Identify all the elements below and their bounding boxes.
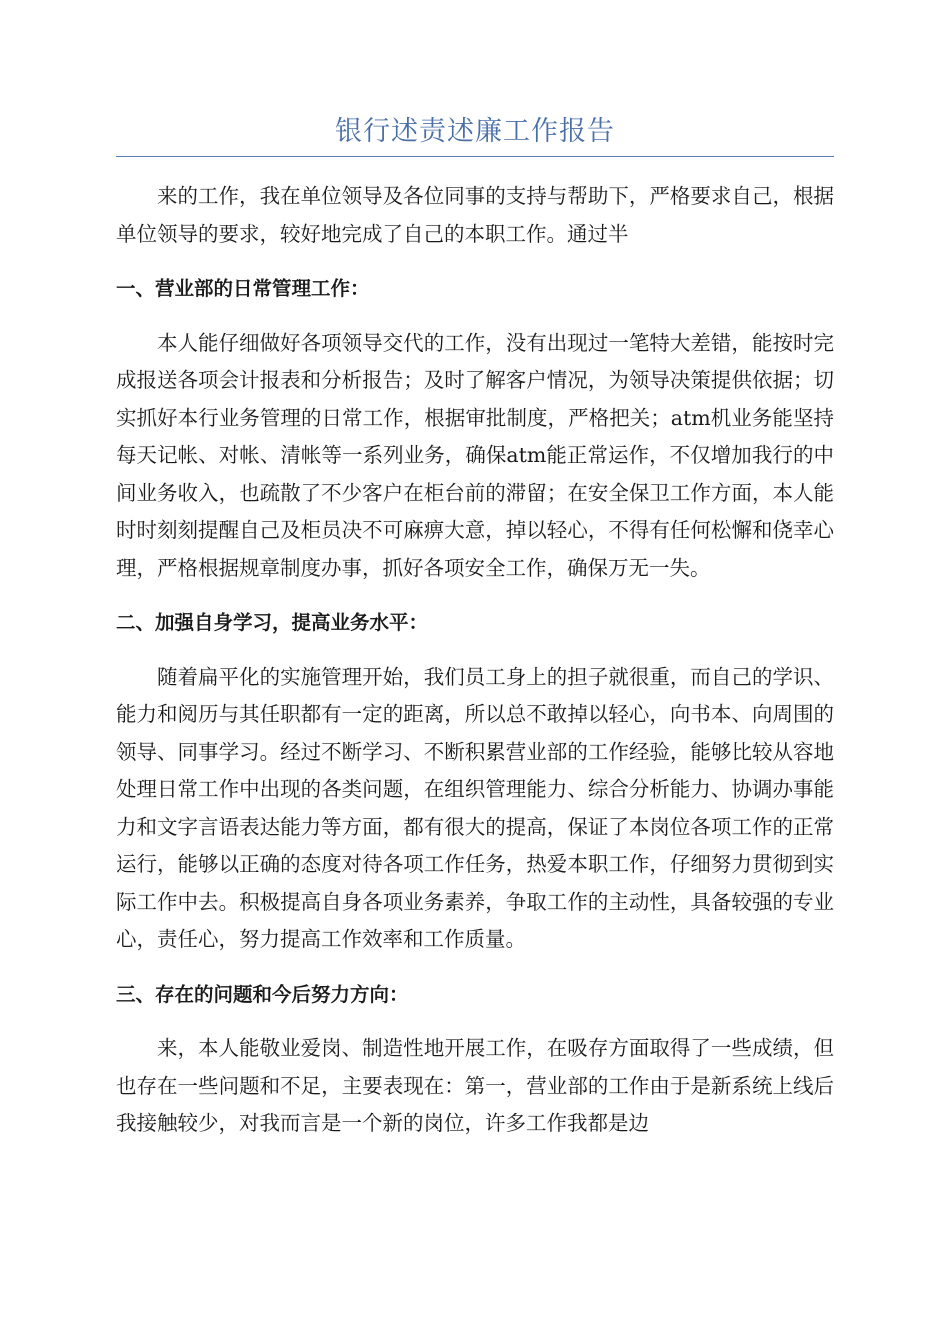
section-2-paragraph: 随着扁平化的实施管理开始，我们员工身上的担子就很重，而自己的学识、能力和阅历与其任职都有一定的距离，所以总不敢掉以轻心，向书本、向周围的领导、同事学习。经过不断学习、不断积累营业部的工作经验，能够比较从容地处理日常工作中出现的各类问题，在组织管理能力、综合分析能力、协调办事能力和文字言语表达能力等方面，都有很大的提高，保证了本岗位各项工作的正常运行，能够以正确的态度对待各项工作任务，热爱本职工作，仔细努力贯彻到实际工作中去。积极提高自身各项业务素养，争取工作的主动性，具备较强的专业心，责任心，努力提高工作效率和工作质量。 [116,664,834,951]
intro-paragraph: 来的工作，我在单位领导及各位同事的支持与帮助下，严格要求自己，根据单位领导的要求，较好地完成了自己的本职工作。通过半 [116,184,834,246]
section-heading-3: 三、存在的问题和今后努力方向： [116,982,409,1006]
section-1-paragraph: 本人能仔细做好各项领导交代的工作，没有出现过一笔特大差错，能按时完成报送各项会计报表和分析报告；及时了解客户情况，为领导决策提供依据；切实抓好本行业务管理的日常工作，根据审批制度，严格把关；atm机业务能坚持每天记帐、对帐、清帐等一系列业务，确保atm能正常运作，不仅增加我行的中间业务收入，也疏散了不少客户在柜台前的滞留；在安全保卫工作方面，本人能时时刻刻提醒自己及柜员决不可麻痹大意，掉以轻心，不得有任何松懈和侥幸心理，严格根据规章制度办事，抓好各项安全工作，确保万无一失。 [116,330,834,580]
section-heading-1: 一、营业部的日常管理工作： [116,277,370,300]
document-title: 银行述责述廉工作报告 [116,112,834,157]
document-page [116,112,834,1143]
section-heading-2: 二、加强自身学习，提高业务水平： [116,611,429,634]
section-3-paragraph: 来，本人能敬业爱岗、制造性地开展工作，在吸存方面取得了一些成绩，但也存在一些问题和不足，主要表现在：第一，营业部的工作由于是新系统上线后我接触较少，对我而言是一个新的岗位，许多工作我都是边 [116,1036,834,1135]
